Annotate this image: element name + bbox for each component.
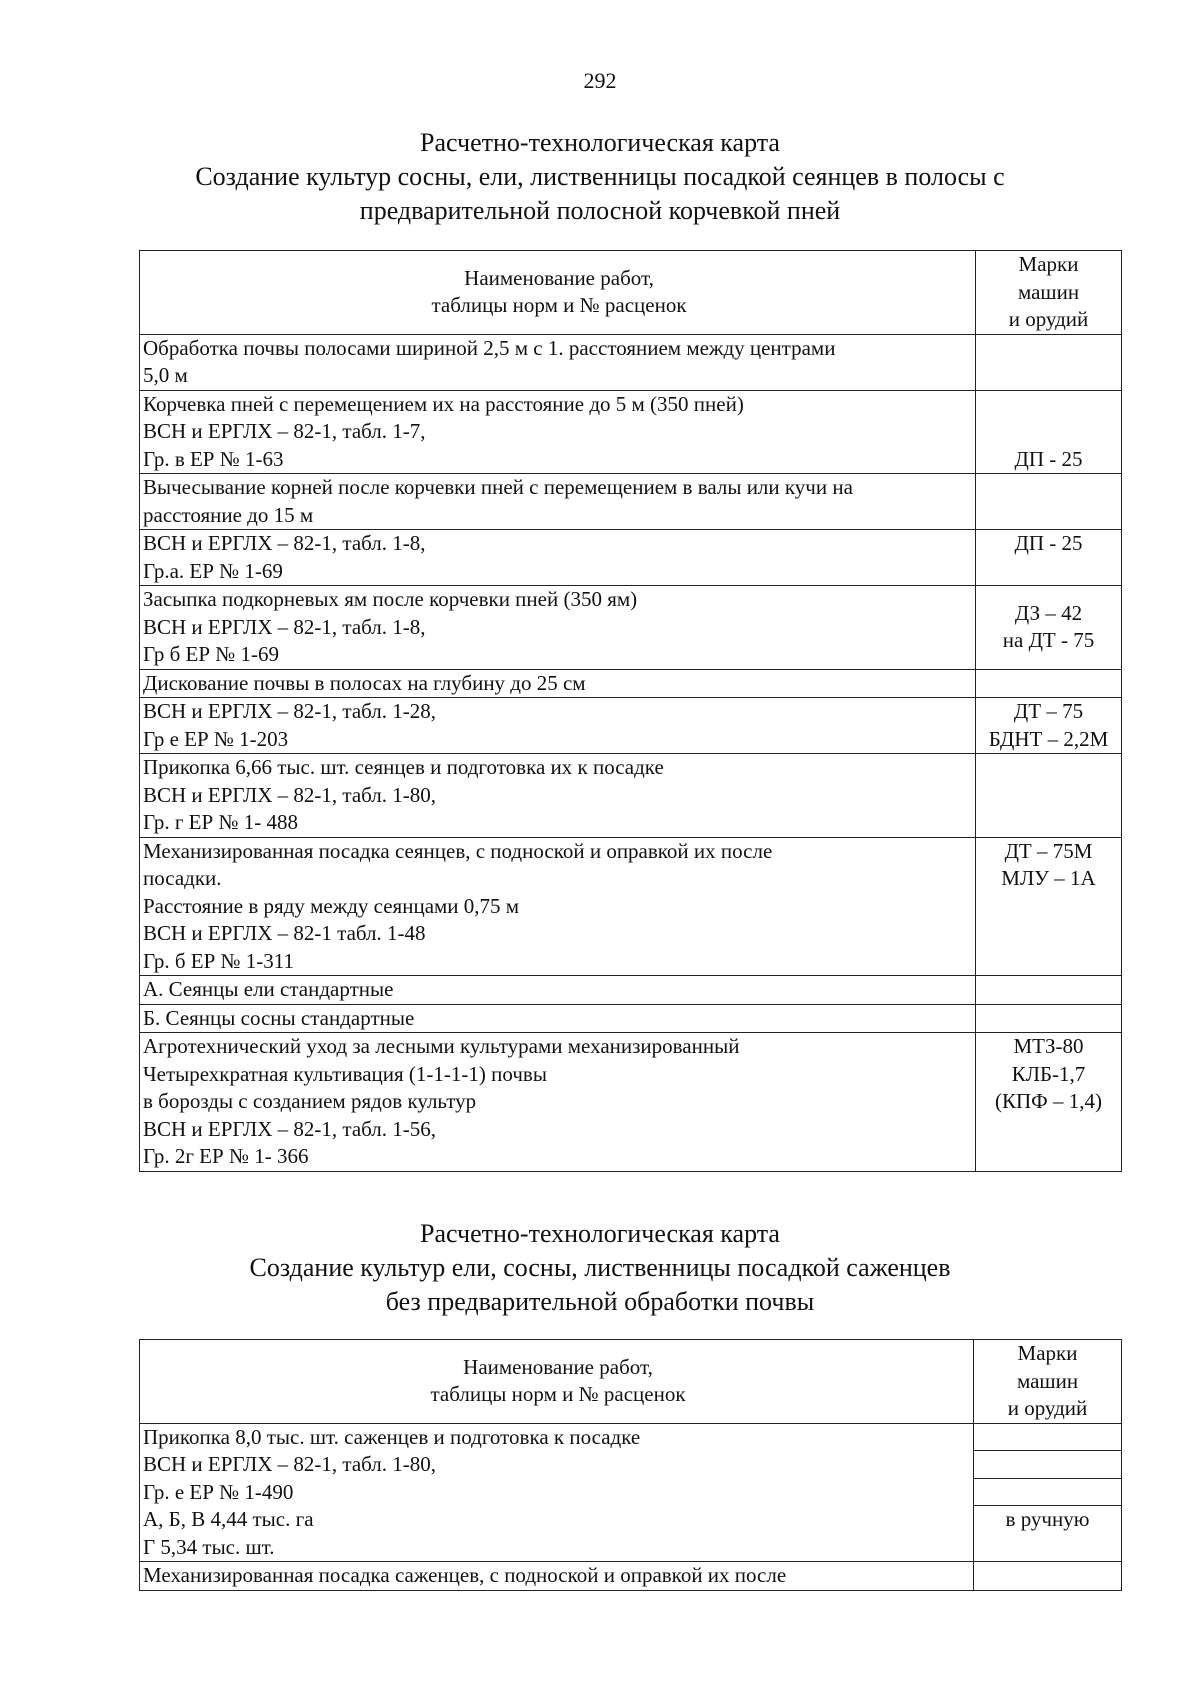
machine-cell	[974, 1423, 1122, 1562]
work-line: Гр. б ЕР № 1-311	[143, 948, 295, 973]
header-line: Наименование работ,	[463, 1354, 653, 1379]
work-line: в борозды с созданием рядов культур	[143, 1089, 477, 1113]
work-cell	[140, 334, 976, 390]
work-cell	[140, 1423, 974, 1562]
work-cell	[140, 1562, 974, 1591]
table-row	[140, 334, 1122, 390]
tech-card-table-2	[139, 1339, 1122, 1591]
work-line: Гр.а. ЕР № 1-69	[143, 558, 283, 583]
machine-cell	[976, 754, 1122, 838]
work-cell	[140, 1033, 976, 1172]
header-line: таблицы норм и № расценок	[430, 1382, 686, 1407]
table-row	[140, 754, 1122, 838]
machine-line: КЛБ-1,7	[1011, 1061, 1086, 1086]
machine-subcell: в ручную	[1005, 1507, 1090, 1531]
machine-line: (КПФ – 1,4)	[995, 1089, 1102, 1113]
work-line: Прикопка 6,66 тыс. шт. сеянцев и подготовка их к посадке	[143, 755, 664, 779]
header-line: машин	[1016, 1368, 1079, 1393]
header-work-name	[140, 1340, 974, 1424]
work-line: Б. Сеянцы сосны стандартные	[143, 1005, 415, 1030]
machine-line: ДП - 25	[1014, 446, 1083, 471]
work-line: ВСН и ЕРГЛХ – 82-1, табл. 1-8,	[143, 531, 426, 555]
work-line: А. Сеянцы ели стандартные	[143, 977, 394, 1001]
machine-cell	[976, 1004, 1122, 1033]
title-line: Расчетно-технологическая карта	[420, 1219, 780, 1248]
machine-cell	[976, 334, 1122, 390]
table-row	[140, 390, 1122, 474]
work-line: ВСН и ЕРГЛХ – 82-1, табл. 1-8,	[143, 614, 426, 639]
work-line: Механизированная посадка саженцев, с подноской и оправкой их после	[143, 1563, 787, 1587]
work-line: Обработка почвы полосами шириной 2,5 м с 1. расстоянием между центрами	[143, 335, 836, 360]
header-work-name	[140, 251, 976, 335]
work-line: Гр б ЕР № 1-69	[143, 642, 280, 666]
machine-line: на ДТ - 75	[1002, 628, 1095, 653]
machine-line: МЛУ – 1А	[1001, 866, 1096, 890]
table-row	[140, 1033, 1122, 1172]
work-line: посадки.	[143, 866, 222, 890]
machine-subcell	[974, 1451, 1121, 1479]
work-line: ВСН и ЕРГЛХ – 82-1, табл. 1-80,	[143, 782, 437, 807]
work-line: Прикопка 8,0 тыс. шт. саженцев и подготовка к посадке	[143, 1424, 641, 1449]
header-line: Наименование работ,	[464, 265, 654, 290]
machine-line: БДНТ – 2,2М	[988, 726, 1109, 751]
title-line: Создание культур ели, сосны, лиственницы посадкой саженцев	[249, 1253, 951, 1282]
title-line: Расчетно-технологическая карта	[420, 128, 780, 157]
table-row	[140, 1423, 1122, 1562]
work-line: ВСН и ЕРГЛХ – 82-1 табл. 1-48	[143, 921, 426, 945]
table-row	[140, 1562, 1122, 1591]
table-row	[140, 530, 1122, 586]
header-line: машин	[1017, 279, 1080, 304]
work-line: Корчевка пней с перемещением их на расстояние до 5 м (350 пней)	[143, 391, 744, 416]
machine-cell	[976, 474, 1122, 530]
machine-cell	[976, 698, 1122, 754]
header-line: и орудий	[1008, 307, 1089, 331]
work-line: Дискование почвы в полосах на глубину до 25 см	[143, 670, 586, 695]
machine-line: ДТ – 75М	[1004, 838, 1093, 863]
work-line: Механизированная посадка сеянцев, с подноской и оправкой их после	[143, 838, 773, 863]
header-line: таблицы норм и № расценок	[431, 293, 687, 318]
table-header-row	[140, 251, 1122, 335]
title-line: предварительной полосной корчевкой пней	[359, 196, 841, 225]
table-row	[140, 837, 1122, 976]
work-cell	[140, 390, 976, 474]
work-cell	[140, 530, 976, 586]
work-line: ВСН и ЕРГЛХ – 82-1, табл. 1-28,	[143, 699, 437, 723]
work-line: расстояние до 15 м	[143, 502, 314, 527]
tech-card-table-1	[139, 250, 1122, 1172]
machine-line: ДТ – 75	[1013, 699, 1084, 723]
header-line: и орудий	[1007, 1396, 1088, 1420]
work-cell	[140, 754, 976, 838]
machine-line: ДЗ – 42	[1014, 600, 1083, 625]
machine-cell	[976, 1033, 1122, 1172]
table-row	[140, 1004, 1122, 1033]
work-line: Г 5,34 тыс. шт.	[143, 1534, 275, 1559]
work-cell	[140, 586, 976, 670]
machine-line: МТЗ-80	[1013, 1034, 1084, 1058]
header-line: Марки	[1018, 252, 1079, 276]
work-line: Вычесывание корней после корчевки пней с перемещением в валы или кучи на	[143, 475, 853, 499]
header-machines	[974, 1340, 1122, 1424]
header-line: Марки	[1017, 1341, 1078, 1365]
machine-cell	[974, 1562, 1122, 1591]
table-header-row	[140, 1340, 1122, 1424]
machine-cell	[976, 530, 1122, 586]
work-cell	[140, 1004, 976, 1033]
work-line: Агротехнический уход за лесными культурами механизированный	[143, 1034, 740, 1058]
machine-cell	[976, 390, 1122, 474]
table-row	[140, 976, 1122, 1005]
machine-cell	[976, 976, 1122, 1005]
work-line: Гр. 2г ЕР № 1- 366	[143, 1144, 309, 1168]
section2-title	[0, 1217, 1200, 1319]
machine-cell	[976, 837, 1122, 976]
work-line: 5,0 м	[143, 363, 188, 387]
machine-subcell	[974, 1424, 1121, 1452]
work-line: Гр. г ЕР № 1- 488	[143, 810, 298, 834]
work-cell	[140, 976, 976, 1005]
work-line: Четырехкратная культивация (1-1-1-1) почвы	[143, 1061, 547, 1086]
work-line: ВСН и ЕРГЛХ – 82-1, табл. 1-80,	[143, 1452, 437, 1476]
work-cell	[140, 669, 976, 698]
work-line: Засыпка подкорневых ям после корчевки пней (350 ям)	[143, 587, 638, 611]
work-cell	[140, 837, 976, 976]
machine-cell	[976, 586, 1122, 670]
table-row	[140, 698, 1122, 754]
header-machines	[976, 251, 1122, 335]
work-cell	[140, 474, 976, 530]
work-cell	[140, 698, 976, 754]
machine-line: ДП - 25	[1014, 531, 1083, 555]
machine-subcell	[974, 1479, 1121, 1507]
work-line: Гр е ЕР № 1-203	[143, 726, 289, 751]
work-line: ВСН и ЕРГЛХ – 82-1, табл. 1-7,	[143, 419, 426, 443]
work-line: Расстояние в ряду между сеянцами 0,75 м	[143, 893, 520, 918]
work-line: ВСН и ЕРГЛХ – 82-1, табл. 1-56,	[143, 1116, 437, 1141]
page-number: 292	[583, 68, 617, 93]
work-line: А, Б, В 4,44 тыс. га	[143, 1507, 314, 1531]
machine-cell	[976, 669, 1122, 698]
work-line: Гр. в ЕР № 1-63	[143, 446, 284, 471]
section1-title	[0, 126, 1200, 228]
table-row	[140, 586, 1122, 670]
title-line: без предварительной обработки почвы	[385, 1287, 815, 1316]
title-line: Создание культур сосны, ели, лиственницы посадкой сеянцев в полосы с	[195, 162, 1005, 191]
work-line: Гр. е ЕР № 1-490	[143, 1479, 294, 1504]
table-row	[140, 669, 1122, 698]
table-row	[140, 474, 1122, 530]
